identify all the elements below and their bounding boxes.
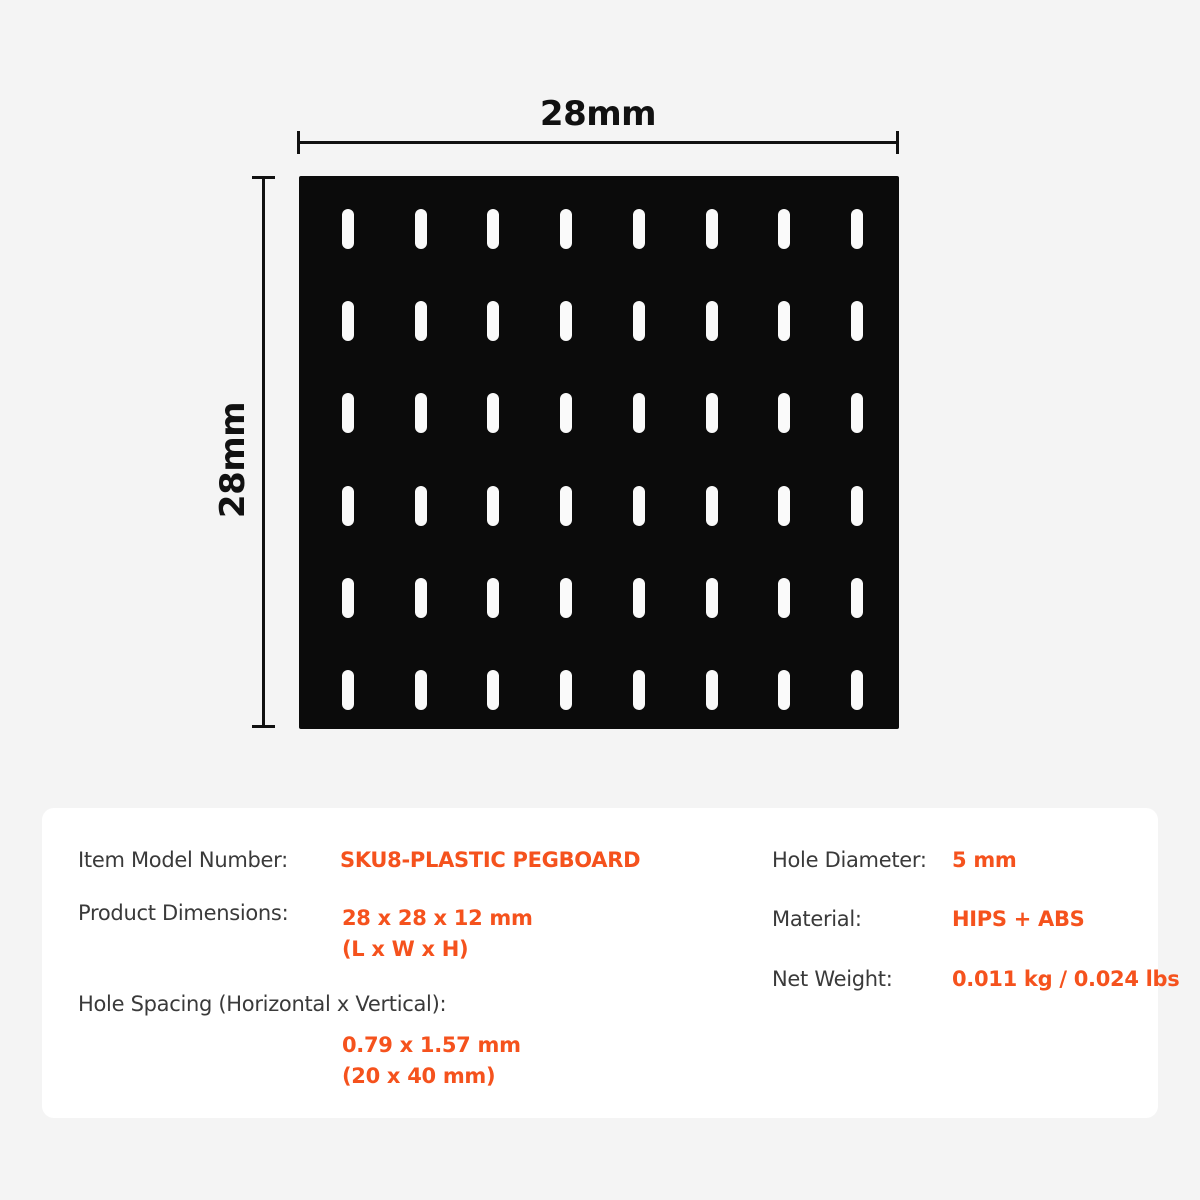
peg-slot [342, 301, 354, 341]
peg-slot [415, 209, 427, 249]
item-model-number-value: SKU8-PLASTIC PEGBOARD [340, 848, 641, 872]
peg-slot [851, 670, 863, 710]
material-label: Material: [772, 907, 862, 931]
peg-slot [487, 393, 499, 433]
peg-slot [778, 209, 790, 249]
peg-slot [633, 486, 645, 526]
peg-slot [851, 393, 863, 433]
peg-slot [487, 578, 499, 618]
peg-slot [342, 578, 354, 618]
hole-spacing-value: 0.79 x 1.57 mm [342, 1033, 521, 1057]
peg-slot [633, 393, 645, 433]
peg-slot [706, 393, 718, 433]
product-dimensions-value: 28 x 28 x 12 mm [342, 906, 533, 930]
peg-slot [342, 670, 354, 710]
peg-slot [560, 578, 572, 618]
hole-spacing-label: Hole Spacing (Horizontal x Vertical): [78, 992, 447, 1016]
peg-slot [415, 670, 427, 710]
height-dimension-tick-bottom [252, 725, 275, 728]
peg-slot [560, 209, 572, 249]
peg-slot [778, 393, 790, 433]
peg-slot [633, 578, 645, 618]
product-dimensions-label: Product Dimensions: [78, 901, 289, 925]
peg-slot [633, 670, 645, 710]
net-weight-value: 0.011 kg / 0.024 lbs [952, 967, 1180, 991]
peg-slot [706, 670, 718, 710]
peg-slot [487, 301, 499, 341]
peg-slot [415, 301, 427, 341]
peg-slot [415, 486, 427, 526]
net-weight-label: Net Weight: [772, 967, 893, 991]
hole-diameter-label: Hole Diameter: [772, 848, 927, 872]
peg-slot [851, 209, 863, 249]
peg-slot [706, 578, 718, 618]
peg-slot [633, 209, 645, 249]
width-dimension-tick-right [896, 131, 899, 154]
peg-slot [560, 301, 572, 341]
peg-slot [487, 670, 499, 710]
peg-slot [415, 578, 427, 618]
width-dimension-tick-left [297, 131, 300, 154]
peg-slot [851, 486, 863, 526]
peg-slot [487, 486, 499, 526]
peg-slot [706, 486, 718, 526]
hole-diameter-value: 5 mm [952, 848, 1017, 872]
peg-slot [778, 670, 790, 710]
pegboard-image [299, 176, 899, 729]
height-dimension-line [262, 177, 265, 727]
height-dimension-label: 28mm [213, 401, 253, 519]
item-model-number-label: Item Model Number: [78, 848, 288, 872]
peg-slot [778, 578, 790, 618]
product-dimensions-value-note: (L x W x H) [342, 937, 469, 961]
peg-slot [415, 393, 427, 433]
peg-slot [706, 301, 718, 341]
peg-slot [560, 393, 572, 433]
peg-slot [487, 209, 499, 249]
peg-slot [851, 301, 863, 341]
width-dimension-label: 28mm [539, 94, 657, 134]
peg-slot [778, 301, 790, 341]
width-dimension-line [298, 141, 898, 144]
peg-slot [706, 209, 718, 249]
peg-slot [342, 486, 354, 526]
hole-spacing-value-note: (20 x 40 mm) [342, 1064, 496, 1088]
peg-slot [560, 486, 572, 526]
spec-panel [42, 808, 1180, 1118]
peg-slot [851, 578, 863, 618]
material-value: HIPS + ABS [952, 907, 1085, 931]
peg-slot [342, 209, 354, 249]
height-dimension-tick-top [252, 176, 275, 179]
peg-slot [633, 301, 645, 341]
peg-slot [778, 486, 790, 526]
peg-slot [560, 670, 572, 710]
peg-slot [342, 393, 354, 433]
